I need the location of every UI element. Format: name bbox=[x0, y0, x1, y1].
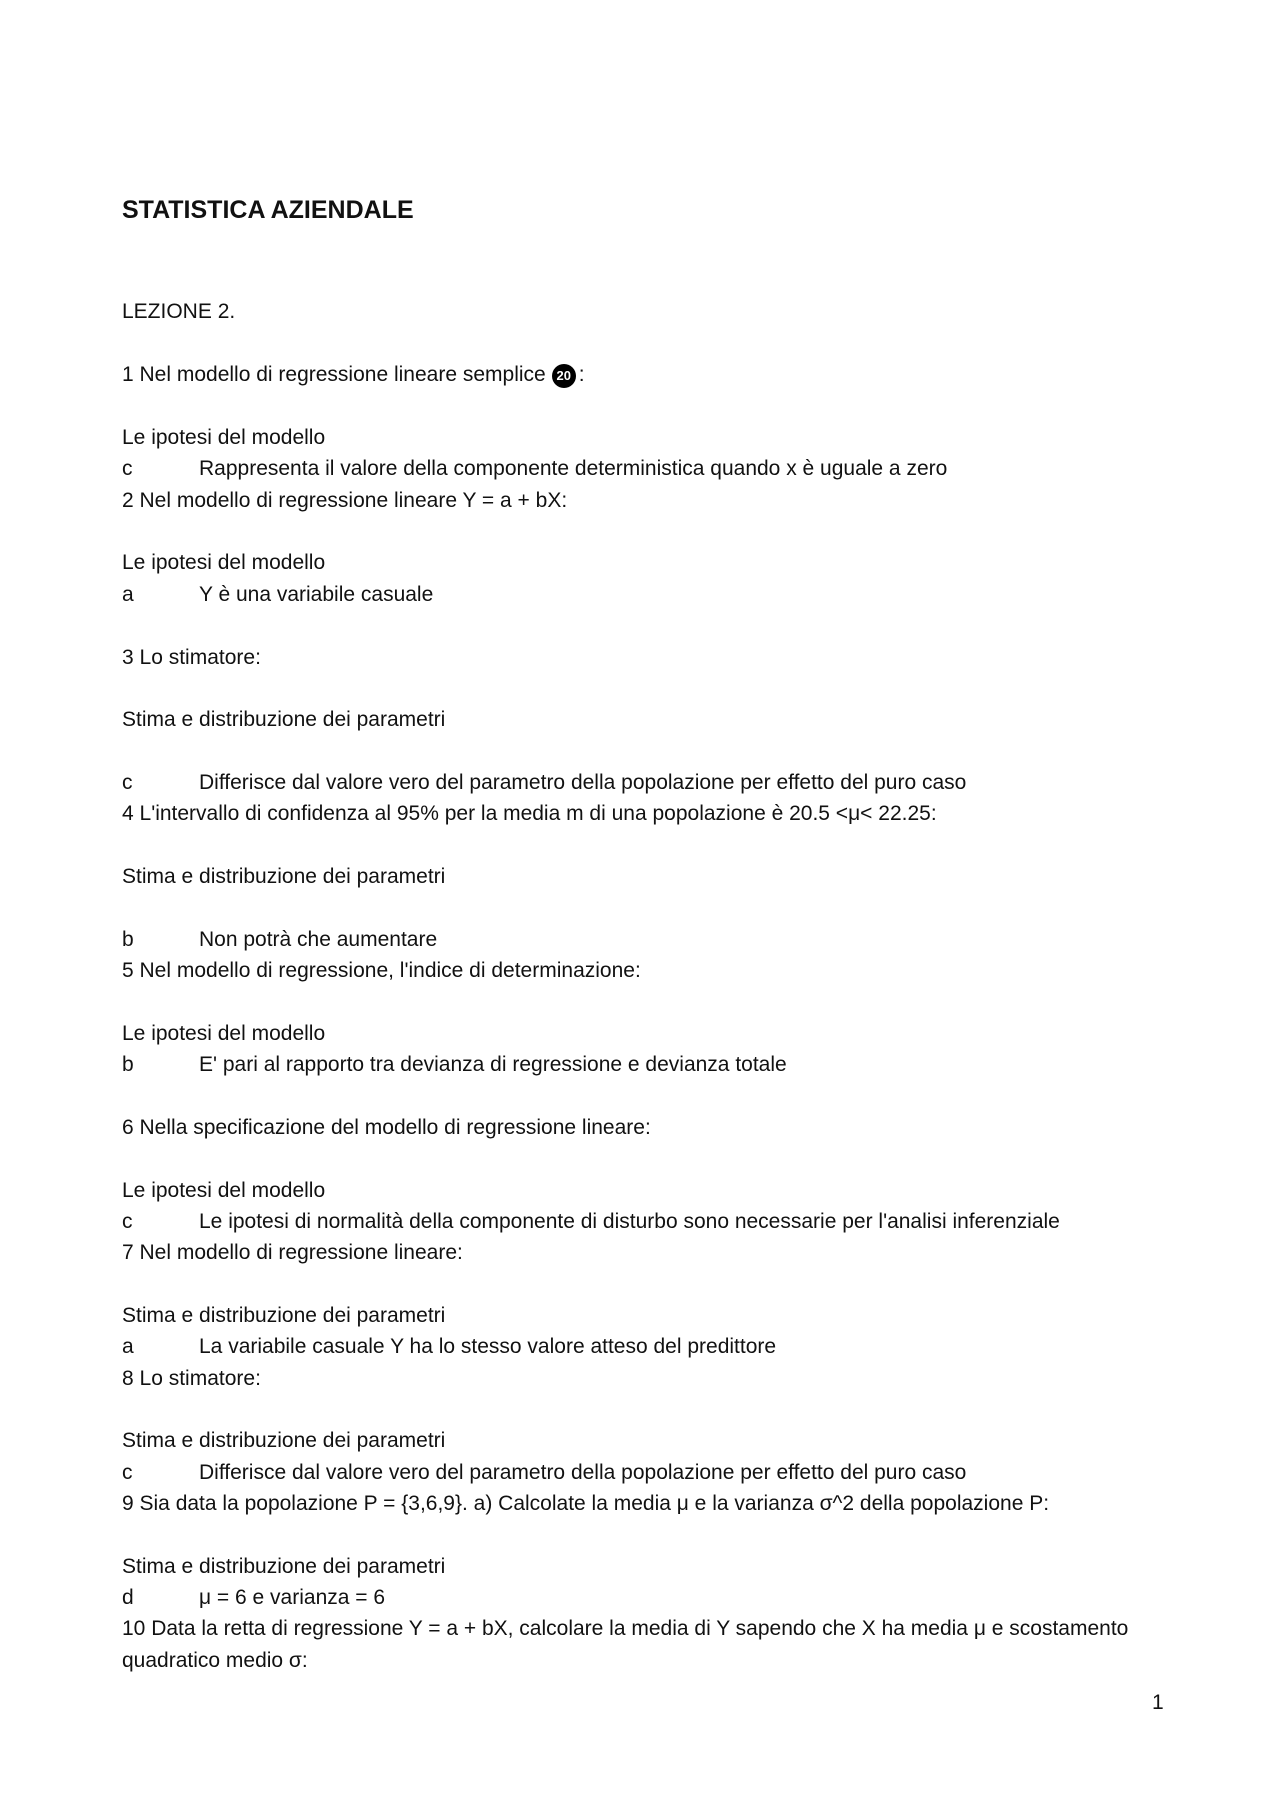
document-title: STATISTICA AZIENDALE bbox=[122, 196, 414, 224]
question-9-section: Stima e distribuzione dei parametri bbox=[122, 1555, 446, 1578]
question-2-text: 2 Nel modello di regressione lineare Y = a + bX: bbox=[122, 489, 568, 512]
question-9-text: 9 Sia data la popolazione P = {3,6,9}. a) Calcolate la media μ e la varianza σ^2 della popolazione P: bbox=[122, 1492, 1050, 1515]
question-1-suffix: : bbox=[578, 363, 585, 386]
question-1-text: 1 Nel modello di regressione lineare semplice bbox=[122, 363, 546, 386]
answer-text: E' pari al rapporto tra devianza di regressione e devianza totale bbox=[199, 1053, 787, 1076]
question-2-section: Le ipotesi del modello bbox=[122, 551, 326, 574]
question-3-text: 3 Lo stimatore: bbox=[122, 646, 261, 669]
question-4-text: 4 L'intervallo di confidenza al 95% per la media m di una popolazione è 20.5 <μ< 22.25: bbox=[122, 802, 937, 825]
question-7-answer bbox=[122, 1332, 776, 1362]
question-6-answer bbox=[122, 1207, 1060, 1237]
question-1-section: Le ipotesi del modello bbox=[122, 426, 326, 449]
answer-letter: c bbox=[122, 1210, 133, 1233]
answer-text: Differisce dal valore vero del parametro della popolazione per effetto del puro caso bbox=[199, 1461, 967, 1484]
question-4-section: Stima e distribuzione dei parametri bbox=[122, 865, 446, 888]
answer-letter: b bbox=[122, 1053, 134, 1076]
question-5-text: 5 Nel modello di regressione, l'indice di determinazione: bbox=[122, 959, 641, 982]
answer-letter: a bbox=[122, 583, 134, 606]
page-number: 1 bbox=[1152, 1691, 1164, 1714]
answer-text: Non potrà che aumentare bbox=[199, 928, 438, 951]
answer-text: Y è una variabile casuale bbox=[199, 583, 434, 606]
question-10-text-line-1: 10 Data la retta di regressione Y = a + bX, calcolare la media di Y sapendo che X ha media μ e scostamento bbox=[122, 1617, 1129, 1640]
answer-letter: c bbox=[122, 1461, 133, 1484]
answer-letter: c bbox=[122, 771, 133, 794]
question-2-answer bbox=[122, 580, 433, 610]
question-8-answer bbox=[122, 1458, 966, 1488]
question-5-answer bbox=[122, 1050, 787, 1080]
answer-letter: c bbox=[122, 457, 133, 480]
answer-text: Le ipotesi di normalità della componente di disturbo sono necessarie per l'analisi inferenziale bbox=[199, 1210, 1060, 1233]
answer-letter: b bbox=[122, 928, 134, 951]
question-3-answer bbox=[122, 768, 966, 798]
question-9-answer bbox=[122, 1583, 385, 1613]
answer-text: Rappresenta il valore della componente deterministica quando x è uguale a zero bbox=[199, 457, 948, 480]
answer-text: La variabile casuale Y ha lo stesso valore atteso del predittore bbox=[199, 1335, 777, 1358]
question-6-text: 6 Nella specificazione del modello di regressione lineare: bbox=[122, 1116, 651, 1139]
question-8-section: Stima e distribuzione dei parametri bbox=[122, 1429, 446, 1452]
question-7-text: 7 Nel modello di regressione lineare: bbox=[122, 1241, 463, 1264]
lesson-heading: LEZIONE 2. bbox=[122, 300, 236, 323]
question-5-section: Le ipotesi del modello bbox=[122, 1022, 326, 1045]
answer-letter: d bbox=[122, 1586, 134, 1609]
question-4-answer bbox=[122, 925, 437, 955]
answer-text: Differisce dal valore vero del parametro della popolazione per effetto del puro caso bbox=[199, 771, 967, 794]
question-8-text: 8 Lo stimatore: bbox=[122, 1367, 261, 1390]
question-6-section: Le ipotesi del modello bbox=[122, 1179, 326, 1202]
question-1 bbox=[122, 360, 585, 390]
question-7-section: Stima e distribuzione dei parametri bbox=[122, 1304, 446, 1327]
answer-letter: a bbox=[122, 1335, 134, 1358]
question-10-text-line-2: quadratico medio σ: bbox=[122, 1649, 308, 1672]
answer-text: μ = 6 e varianza = 6 bbox=[199, 1586, 386, 1609]
number-20-badge-icon: 20 bbox=[552, 364, 576, 388]
question-3-section: Stima e distribuzione dei parametri bbox=[122, 708, 446, 731]
question-1-answer bbox=[122, 454, 947, 484]
